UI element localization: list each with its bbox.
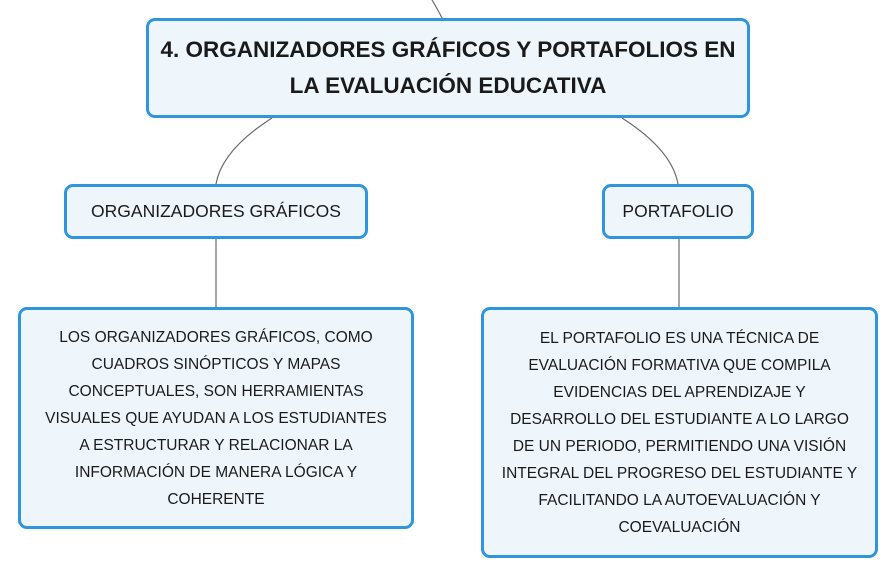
detail-line: EVIDENCIAS DEL APRENDIZAJE Y	[553, 383, 806, 401]
detail-line: CUADROS SINÓPTICOS Y MAPAS	[91, 355, 341, 373]
detail-line: INTEGRAL DEL PROGRESO DEL ESTUDIANTE Y	[501, 464, 858, 482]
subtopic-label: PORTAFOLIO	[622, 201, 734, 221]
detail-line: INFORMACIÓN DE MANERA LÓGICA Y	[74, 463, 358, 481]
detail-line: EVALUACIÓN FORMATIVA QUE COMPILA	[528, 356, 831, 374]
detail-line: A ESTRUCTURAR Y RELACIONAR LA	[79, 436, 353, 454]
connector-parent-to-root	[432, 0, 442, 18]
root-title-line-2: LA EVALUACIÓN EDUCATIVA	[289, 73, 607, 98]
root-topic-node[interactable]	[146, 18, 750, 118]
connector-root-to-organizadores	[216, 118, 272, 184]
detail-line: COHERENTE	[167, 490, 265, 508]
detail-line: CONCEPTUALES, SON HERRAMIENTAS	[68, 382, 364, 400]
detail-line: VISUALES QUE AYUDAN A LOS ESTUDIANTES	[45, 409, 387, 427]
subtopic-label: ORGANIZADORES GRÁFICOS	[91, 201, 341, 221]
root-title-line-1: 4. ORGANIZADORES GRÁFICOS Y PORTAFOLIOS EN	[160, 37, 736, 62]
subtopic-portafolio[interactable]	[602, 184, 754, 239]
detail-line: FACILITANDO LA AUTOEVALUACIÓN Y	[538, 491, 821, 509]
detail-line: LOS ORGANIZADORES GRÁFICOS, COMO	[59, 328, 373, 346]
detail-line: DE UN PERIODO, PERMITIENDO UNA VISIÓN	[512, 437, 847, 455]
detail-line: EL PORTAFOLIO ES UNA TÉCNICA DE	[539, 329, 820, 347]
connector-root-to-portafolio	[622, 118, 678, 184]
detail-line: DESARROLLO DEL ESTUDIANTE A LO LARGO	[510, 410, 849, 428]
detail-line: COEVALUACIÓN	[618, 518, 741, 536]
detail-organizadores-graficos[interactable]	[18, 307, 414, 529]
subtopic-organizadores-graficos[interactable]	[64, 184, 368, 239]
detail-portafolio[interactable]	[481, 307, 878, 558]
